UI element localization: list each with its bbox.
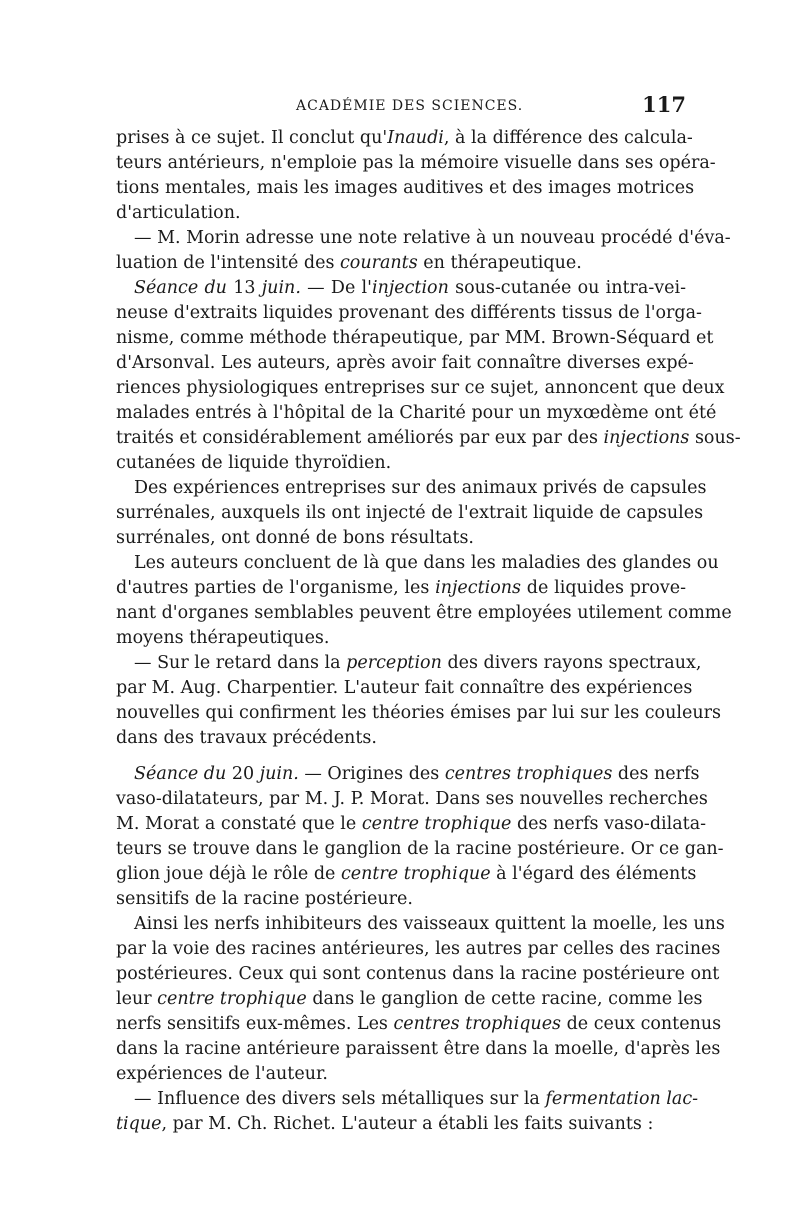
text-line: vaso-dilatateurs, par M. J. P. Morat. Dans ses nouvelles recherches: [116, 789, 708, 809]
text-line: Séance du 13 juin. — De l'injection sous-cutanée ou intra-vei-: [134, 278, 687, 298]
text-line: nisme, comme méthode thérapeutique, par MM. Brown-Séquard et: [116, 328, 714, 348]
running-header: [116, 92, 686, 122]
text-line: luation de l'intensité des courants en thérapeutique.: [116, 253, 582, 273]
text-line: par M. Aug. Charpentier. L'auteur fait connaître des expériences: [116, 678, 693, 698]
text-line: moyens thérapeutiques.: [116, 628, 330, 648]
text-line: — Influence des divers sels métalliques sur la fermentation lac-: [134, 1089, 699, 1109]
header-title: ACADÉMIE DES SCIENCES.: [296, 98, 524, 114]
text-line: Les auteurs concluent de là que dans les maladies des glandes ou: [134, 553, 719, 573]
text-line: — Sur le retard dans la perception des divers rayons spectraux,: [134, 653, 702, 673]
text-line: sensitifs de la racine postérieure.: [116, 889, 413, 909]
text-line: nerfs sensitifs eux-mêmes. Les centres trophiques de ceux contenus: [116, 1014, 722, 1034]
text-line: M. Morat a constaté que le centre trophique des nerfs vaso-dilata-: [116, 814, 707, 834]
text-line: dans la racine antérieure paraissent être dans la moelle, d'après les: [116, 1039, 721, 1059]
text-line: prises à ce sujet. Il conclut qu'Inaudi, à la différence des calcula-: [116, 128, 693, 148]
text-line: traités et considérablement améliorés par eux par des injections sous-: [116, 428, 741, 448]
body-text: [116, 126, 741, 1137]
text-line: nant d'organes semblables peuvent être employées utilement comme: [116, 603, 732, 623]
text-line: par la voie des racines antérieures, les autres par celles des racines: [116, 939, 721, 959]
text-line: dans des travaux précédents.: [116, 728, 377, 748]
text-line: tions mentales, mais les images auditives et des images motrices: [116, 178, 695, 198]
text-line: surrénales, auxquels ils ont injecté de l'extrait liquide de capsules: [116, 503, 704, 523]
text-line: neuse d'extraits liquides provenant des différents tissus de l'orga-: [116, 303, 702, 323]
text-line: nouvelles qui confirment les théories émises par lui sur les couleurs: [116, 703, 721, 723]
text-line: d'autres parties de l'organisme, les injections de liquides prove-: [116, 578, 686, 598]
page-number: 117: [642, 92, 686, 117]
text-line: cutanées de liquide thyroïdien.: [116, 453, 392, 473]
text-line: expériences de l'auteur.: [116, 1064, 328, 1084]
text-line: d'Arsonval. Les auteurs, après avoir fait connaître diverses expé-: [116, 353, 694, 373]
text-line: glion joue déjà le rôle de centre trophique à l'égard des éléments: [116, 864, 697, 884]
text-line: leur centre trophique dans le ganglion de cette racine, comme les: [116, 989, 703, 1009]
text-line: teurs se trouve dans le ganglion de la racine postérieure. Or ce gan-: [116, 839, 724, 859]
text-line: postérieures. Ceux qui sont contenus dans la racine postérieure ont: [116, 964, 720, 984]
text-line: — M. Morin adresse une note relative à un nouveau procédé d'éva-: [134, 228, 731, 248]
text-line: Ainsi les nerfs inhibiteurs des vaisseaux quittent la moelle, les uns: [134, 914, 725, 934]
text-line: malades entrés à l'hôpital de la Charité pour un myxœdème ont été: [116, 403, 717, 423]
text-line: d'articulation.: [116, 203, 241, 223]
text-line: Des expériences entreprises sur des animaux privés de capsules: [134, 478, 707, 498]
text-line: riences physiologiques entreprises sur ce sujet, annoncent que deux: [116, 378, 725, 398]
text-line: surrénales, ont donné de bons résultats.: [116, 528, 474, 548]
text-line: teurs antérieurs, n'emploie pas la mémoire visuelle dans ses opéra-: [116, 153, 716, 173]
text-line: tique, par M. Ch. Richet. L'auteur a établi les faits suivants :: [116, 1114, 654, 1134]
text-line: Séance du 20 juin. — Origines des centres trophiques des nerfs: [134, 764, 700, 784]
